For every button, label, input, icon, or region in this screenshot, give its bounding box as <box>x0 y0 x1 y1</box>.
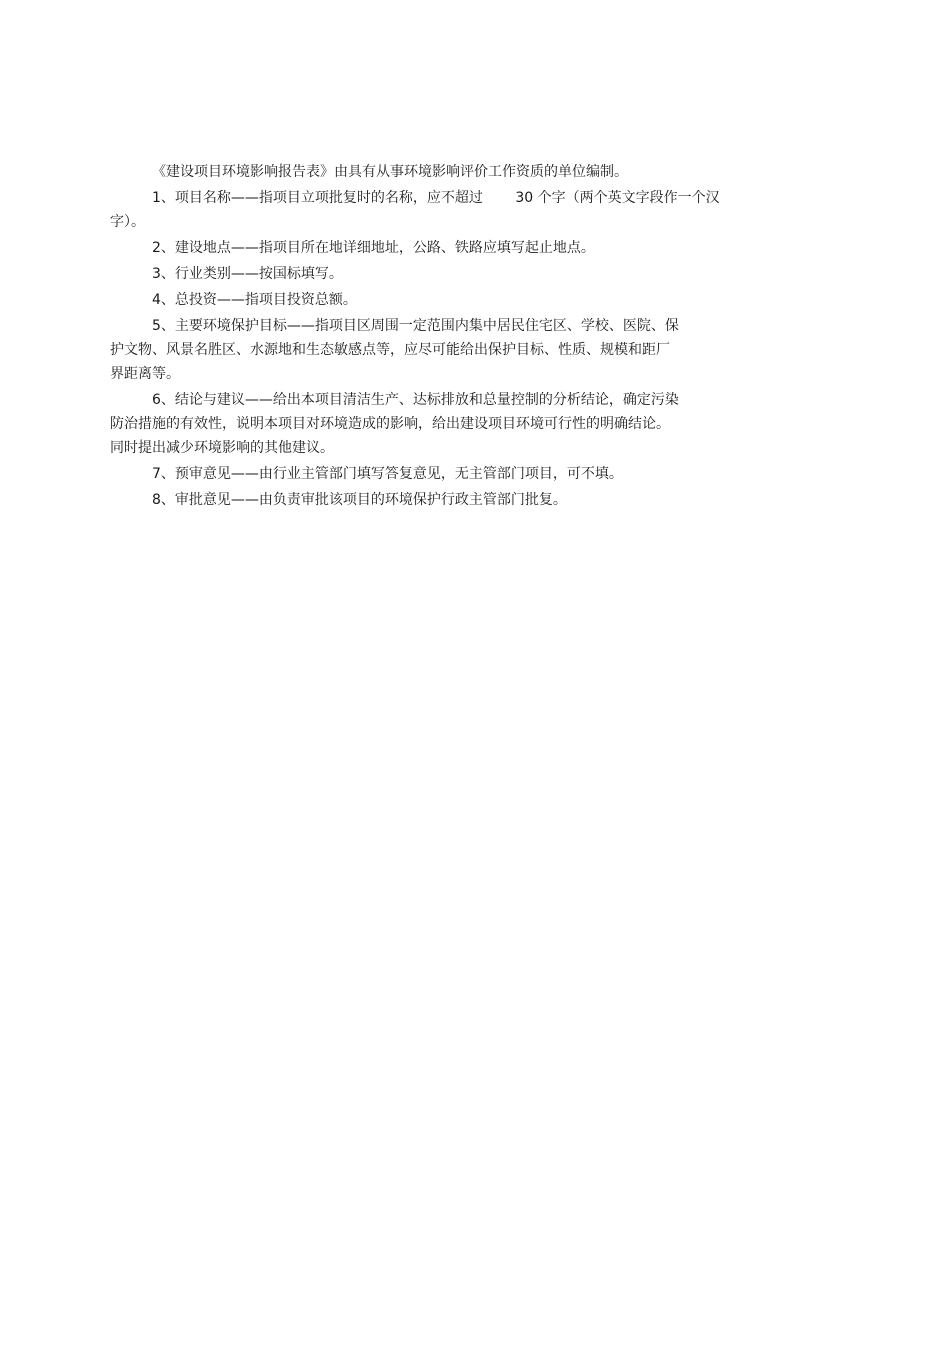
item-investment <box>110 288 840 312</box>
item-line: 2、建设地点——指项目所在地详细地址，公路、铁路应填写起止地点。 <box>152 240 595 256</box>
item-conclusion <box>110 388 840 460</box>
item-line: 界距离等。 <box>110 366 180 382</box>
item-project-name <box>110 186 840 234</box>
item-line: 1、项目名称——指项目立项批复时的名称，应不超过 30 个字（两个英文字段作一个汉 <box>152 190 720 206</box>
item-location <box>110 236 840 260</box>
item-approval <box>110 488 840 512</box>
item-line: 5、主要环境保护目标——指项目区周围一定范围内集中居民住宅区、学校、医院、保 <box>152 318 679 334</box>
item-protection-targets <box>110 314 840 386</box>
item-line: 4、总投资——指项目投资总额。 <box>152 292 357 308</box>
item-line: 同时提出减少环境影响的其他建议。 <box>110 440 334 456</box>
item-line: 7、预审意见——由行业主管部门填写答复意见，无主管部门项目，可不填。 <box>152 466 623 482</box>
item-line: 护文物、风景名胜区、水源地和生态敏感点等，应尽可能给出保护目标、性质、规模和距厂 <box>110 342 670 358</box>
item-industry <box>110 262 840 286</box>
intro-paragraph: 《建设项目环境影响报告表》由具有从事环境影响评价工作资质的单位编制。 <box>152 164 628 180</box>
item-pre-review <box>110 462 840 486</box>
item-line: 字）。 <box>110 214 145 230</box>
item-line: 6、结论与建议——给出本项目清洁生产、达标排放和总量控制的分析结论，确定污染 <box>152 392 679 408</box>
item-line: 3、行业类别——按国标填写。 <box>152 266 343 282</box>
item-line: 8、审批意见——由负责审批该项目的环境保护行政主管部门批复。 <box>152 492 567 508</box>
item-line: 防治措施的有效性，说明本项目对环境造成的影响，给出建设项目环境可行性的明确结论。 <box>110 416 670 432</box>
instructions-block <box>110 160 840 512</box>
